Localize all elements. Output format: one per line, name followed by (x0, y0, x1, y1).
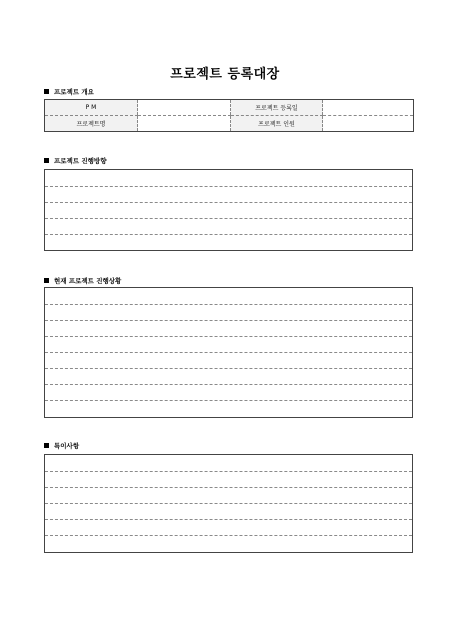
section-heading-direction (44, 156, 107, 165)
pm-label: P M (45, 100, 138, 116)
table-row (45, 100, 414, 116)
section-heading-overview (44, 87, 94, 96)
direction-writing-area[interactable] (44, 169, 413, 251)
project-members-label: 프로젝트 인원 (231, 116, 323, 132)
square-bullet-icon (44, 158, 49, 163)
overview-table (44, 99, 414, 132)
section-overview-label: 프로젝트 개요 (54, 88, 94, 96)
registration-date-field[interactable] (323, 100, 414, 116)
table-row (45, 116, 414, 132)
pm-field[interactable] (138, 100, 231, 116)
section-heading-notes (44, 441, 79, 450)
project-name-label: 프로젝트명 (45, 116, 138, 132)
project-name-field[interactable] (138, 116, 231, 132)
section-heading-status (44, 276, 121, 285)
square-bullet-icon (44, 443, 49, 448)
square-bullet-icon (44, 278, 49, 283)
status-writing-area[interactable] (44, 287, 413, 418)
section-direction-label: 프로젝트 진행방향 (54, 157, 107, 165)
notes-writing-area[interactable] (44, 454, 413, 553)
registration-date-label: 프로젝트 등록일 (231, 100, 323, 116)
square-bullet-icon (44, 89, 49, 94)
page-title: 프로젝트 등록대장 (170, 67, 280, 82)
section-status-label: 현재 프로젝트 진행상황 (54, 277, 122, 285)
project-members-field[interactable] (323, 116, 414, 132)
section-notes-label: 특이사항 (54, 442, 80, 450)
